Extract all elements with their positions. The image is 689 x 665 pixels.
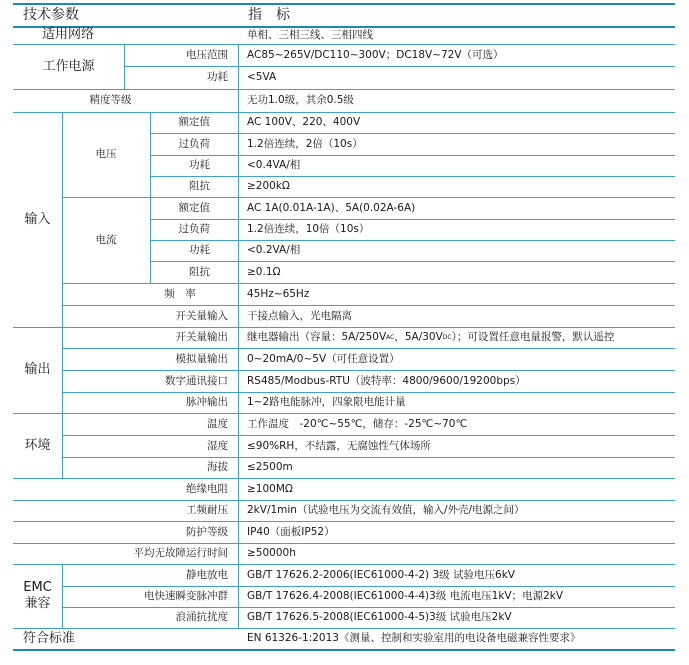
relay-value-part: ，5A/30V [394, 331, 443, 344]
surge-value: GB/T 17626.5-2008(IEC61000-4-5)3级 试验电压2kV [247, 611, 512, 624]
current-overload-label: 过负荷 [178, 223, 210, 236]
pulse-output-value: 1~2路电能脉冲，四象限电能计量 [247, 396, 406, 409]
accuracy-label: 精度等级 [89, 94, 132, 107]
current-impedance-label: 阻抗 [189, 265, 210, 278]
power-range-label: 电压范围 [186, 48, 228, 61]
current-power-label: 功耗 [189, 244, 210, 257]
esd-label: 静电放电 [186, 568, 228, 581]
voltage-overload-label: 过负荷 [178, 137, 210, 150]
eft-value: GB/T 17626.4-2008(IEC61000-4-4)3级 电流电压1kV；电源2kV [247, 590, 564, 603]
relay-value-part: 继电器输出（容量：5A/250V [247, 331, 387, 344]
current-power-value: <0.2VA/相 [247, 244, 301, 257]
withstand-value: 2kV/1min（试验电压为交流有效值，输入/外壳/电源之间） [247, 504, 525, 517]
standard-label: 符合标准 [23, 630, 76, 646]
header-parameter: 技术参数 [23, 6, 79, 23]
voltage-impedance-label: 阻抗 [189, 180, 210, 193]
output-label: 输出 [24, 362, 51, 378]
current-rated-label: 额定值 [178, 201, 210, 214]
table-bottom-rule [13, 649, 675, 651]
current-impedance-value: ≥0.1Ω [247, 265, 281, 278]
relay-output-value [238, 327, 675, 348]
surge-label: 浪涌抗扰度 [175, 611, 228, 624]
voltage-power-label: 功耗 [189, 159, 210, 172]
pulse-output-label: 脉冲输出 [186, 396, 228, 409]
comm-interface-value: RS485/Modbus-RTU（波特率：4800/9600/19200bps） [247, 374, 526, 387]
temperature-label: 温度 [207, 417, 228, 430]
relay-ac-subscript: AC [386, 333, 395, 341]
humidity-label: 湿度 [207, 439, 228, 452]
emc-label-line1: EMC [23, 580, 52, 596]
altitude-label: 海拔 [207, 461, 228, 474]
mtbf-label: 平均无故障运行时间 [133, 547, 228, 560]
power-consumption-value: <5VA [247, 71, 277, 84]
current-overload-value: 1.2倍连续，10倍（10s） [247, 223, 370, 236]
voltage-rated-value: AC 100V、220、400V [247, 116, 361, 129]
protection-value: IP40（面板IP52） [247, 525, 335, 538]
insulation-label: 绝缘电阻 [186, 482, 228, 495]
relay-output-label: 开关量输出 [175, 331, 228, 344]
power-label: 工作电源 [42, 58, 95, 74]
power-consumption-label: 功耗 [207, 71, 228, 84]
relay-value-part: ）；可设置任意电量报警，默认遥控 [451, 331, 615, 344]
voltage-overload-value: 1.2倍连续，2倍（10s） [247, 137, 363, 150]
switch-input-value: 干接点输入，光电隔离 [247, 309, 352, 322]
input-label: 输入 [24, 211, 51, 227]
standard-value: EN 61326-1:2013《测量、控制和实验室用的电设备电磁兼容性要求》 [247, 632, 581, 645]
frequency-value: 45Hz~65Hz [247, 287, 310, 300]
insulation-value: ≥100MΩ [247, 482, 293, 495]
temperature-value: 工作温度 -20℃~55℃，储存：-25℃~70℃ [247, 417, 468, 430]
esd-value: GB/T 17626.2-2006(IEC61000-4-2) 3级 试验电压6kV [247, 568, 515, 581]
input-current-label: 电流 [95, 233, 117, 246]
voltage-power-value: <0.4VA/相 [247, 159, 301, 172]
relay-dc-subscript: DC [442, 333, 452, 341]
mtbf-value: ≥50000h [247, 547, 296, 560]
comm-interface-label: 数字通讯接口 [165, 374, 228, 387]
network-value: 单相、三相三线、三相四线 [247, 28, 373, 41]
input-voltage-label: 电压 [95, 148, 117, 161]
protection-label: 防护等级 [186, 525, 228, 538]
analog-output-label: 模拟量输出 [175, 352, 228, 365]
current-rated-value: AC 1A(0.01A-1A)、5A(0.02A-6A) [247, 201, 416, 214]
header-specification: 指 标 [248, 6, 290, 23]
analog-output-value: 0~20mA/0~5V（可任意设置） [247, 352, 400, 365]
voltage-impedance-value: ≥200kΩ [247, 180, 290, 193]
humidity-value: ≤90%RH，不结露，无腐蚀性气体场所 [247, 439, 431, 452]
eft-label: 电快速瞬变脉冲群 [144, 590, 228, 603]
voltage-rated-label: 额定值 [178, 116, 210, 129]
frequency-label: 频 率 [164, 287, 196, 300]
environment-label: 环境 [24, 437, 51, 453]
emc-label [13, 564, 62, 628]
emc-label-line2: 兼容 [24, 596, 51, 611]
withstand-label: 工频耐压 [186, 504, 228, 517]
network-label: 适用网络 [41, 27, 94, 43]
accuracy-value: 无功1.0级，其余0.5级 [247, 94, 354, 107]
switch-input-label: 开关量输入 [175, 309, 228, 322]
power-range-value: AC85~265V/DC110~300V；DC18V~72V（可选） [247, 48, 504, 61]
altitude-value: ≤2500m [247, 461, 293, 474]
